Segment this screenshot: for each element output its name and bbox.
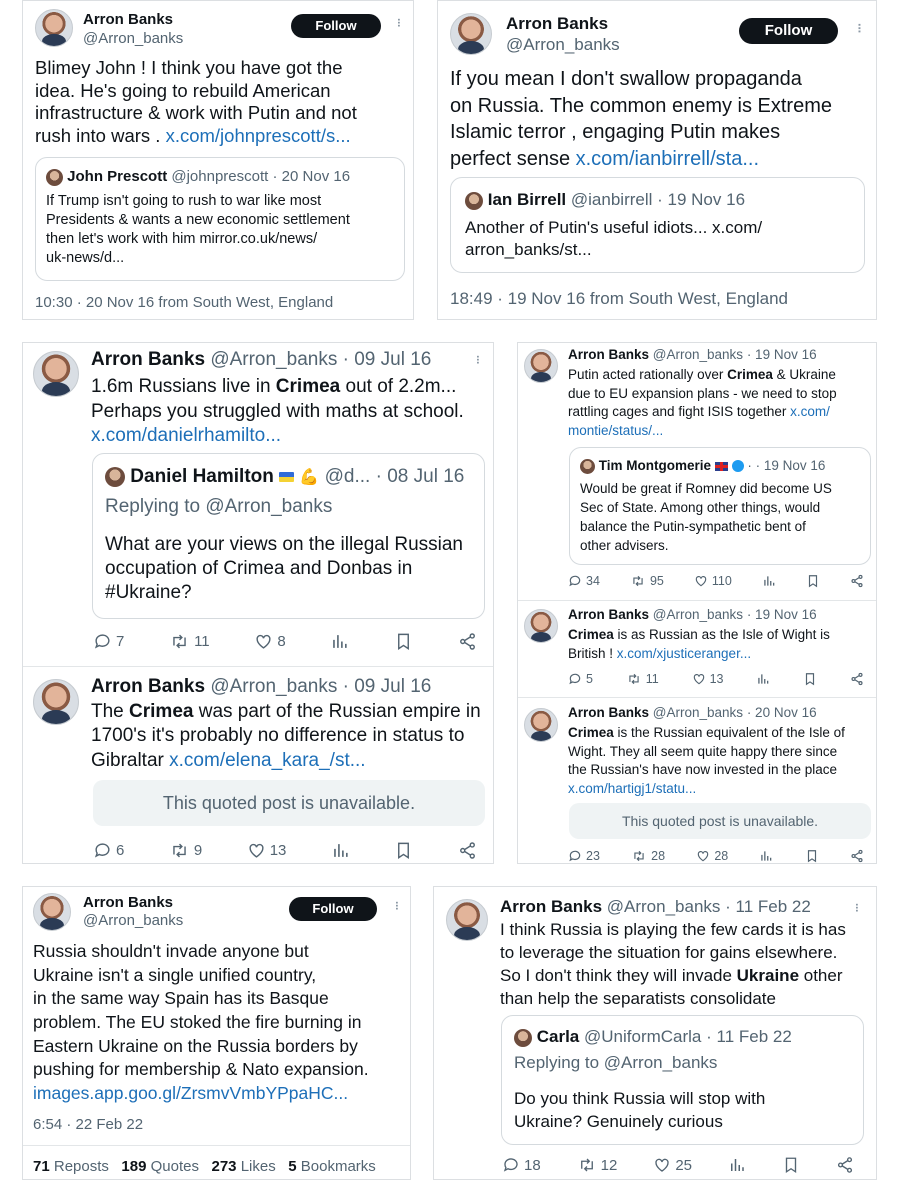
- like-button[interactable]: 28: [696, 849, 728, 863]
- avatar[interactable]: [33, 351, 79, 397]
- views-button[interactable]: [756, 672, 770, 686]
- quote-text: Do you think Russia will stop with Ukraine? Genuinely curious: [514, 1089, 766, 1131]
- avatar[interactable]: [524, 349, 558, 383]
- quote-date: · 19 Nov 16: [657, 190, 746, 209]
- more-options-icon[interactable]: ···: [390, 901, 404, 910]
- quote-avatar: [580, 459, 595, 474]
- author-name[interactable]: Arron Banks: [500, 897, 603, 916]
- reply-icon: [93, 632, 112, 651]
- reply-button[interactable]: 34: [568, 574, 600, 588]
- bookmark-icon: [782, 1156, 800, 1174]
- tweet-text: The Crimea was part of the Russian empire in 1700's it's probably no difference in status to Gibraltar x.com/elena_kara_/st...: [91, 701, 481, 771]
- quote-author-name: Tim Montgomerie: [598, 458, 712, 473]
- share-icon: [458, 841, 477, 860]
- tweet-date[interactable]: · 09 Jul 16: [342, 676, 432, 697]
- bookmark-button[interactable]: [782, 1156, 800, 1174]
- tweet-card-carla-reply: [433, 886, 877, 1180]
- tweet-timestamp[interactable]: 18:49 · 19 Nov 16 from South West, England: [450, 289, 788, 308]
- views-icon: [759, 849, 773, 863]
- repost-icon: [577, 1156, 597, 1174]
- repost-icon: [630, 574, 646, 588]
- avatar[interactable]: [524, 609, 558, 643]
- repost-icon: [631, 849, 647, 863]
- like-icon: [696, 849, 710, 863]
- author-handle[interactable]: @Arron_banks: [210, 676, 338, 697]
- quote-avatar: [514, 1029, 532, 1047]
- like-button[interactable]: 25: [653, 1156, 692, 1174]
- quote-text: If Trump isn't going to rush to war like most Presidents & wants a new economic settlement then let's work with him mirror.co.uk/news/ uk-news/d...: [46, 193, 350, 266]
- tweet-card-birrell-reply: [437, 0, 877, 320]
- tweet-thread-montgomerie: [517, 342, 877, 864]
- like-icon: [653, 1156, 671, 1174]
- likes-count[interactable]: 273 Likes: [211, 1158, 276, 1175]
- tweet-date[interactable]: · 20 Nov 16: [746, 705, 817, 720]
- quote-date: · 20 Nov 16: [272, 168, 351, 185]
- share-icon: [458, 632, 477, 651]
- quote-author-handle: @ianbirrell: [570, 190, 653, 209]
- tweet-isle-of-wight: [518, 600, 876, 697]
- author-handle[interactable]: @Arron_banks: [652, 607, 744, 622]
- tweet-date[interactable]: · 09 Jul 16: [342, 349, 432, 370]
- author-name[interactable]: Arron Banks: [506, 14, 609, 33]
- bookmark-button[interactable]: [806, 574, 820, 588]
- tweet-date[interactable]: · 19 Nov 16: [746, 347, 817, 362]
- reply-button[interactable]: 5: [568, 672, 593, 686]
- author-name[interactable]: Arron Banks: [91, 349, 206, 370]
- tweet-text: I think Russia is playing the few cards it is has to leverage the situation for gains elsewhere. So I don't think they will invade Ukraine other than help the separatists consolidate: [500, 920, 846, 1008]
- quote-date: · 19 Nov 16: [755, 458, 826, 473]
- views-icon: [331, 841, 350, 860]
- follow-button[interactable]: Follow: [289, 897, 377, 921]
- share-button[interactable]: [458, 632, 477, 651]
- follow-button[interactable]: Follow: [739, 18, 838, 44]
- views-icon: [762, 574, 776, 588]
- like-button[interactable]: 8: [254, 632, 285, 651]
- quoted-tweet[interactable]: [501, 1015, 864, 1145]
- quotes-count[interactable]: 189 Quotes: [121, 1158, 199, 1175]
- quote-author-name: Daniel Hamilton: [130, 466, 274, 487]
- flexed-arm-icon: 💪: [299, 469, 320, 486]
- replying-to: Replying to @Arron_banks: [105, 496, 333, 517]
- tweet-actions: [568, 672, 864, 686]
- author-name[interactable]: Arron Banks: [91, 676, 206, 697]
- avatar[interactable]: [35, 9, 73, 47]
- share-button[interactable]: [850, 574, 864, 588]
- tweet-timestamp[interactable]: 10:30 · 20 Nov 16 from South West, England: [35, 294, 334, 311]
- like-icon: [247, 841, 266, 860]
- quote-avatar: [105, 467, 125, 487]
- bookmark-icon: [803, 672, 817, 686]
- quote-author-name: Ian Birrell: [487, 190, 567, 209]
- bookmark-button[interactable]: [803, 672, 817, 686]
- tweet-card-basque: [22, 886, 411, 1180]
- quote-avatar: [465, 192, 483, 210]
- like-icon: [692, 672, 706, 686]
- tweet-actions: [93, 632, 477, 651]
- share-button[interactable]: [458, 841, 477, 860]
- more-options-icon[interactable]: ···: [392, 18, 406, 27]
- views-icon: [756, 672, 770, 686]
- avatar[interactable]: [524, 708, 558, 742]
- author-handle[interactable]: @Arron_banks: [652, 347, 744, 362]
- tweet-text: Crimea is as Russian as the Isle of Wight is British ! x.com/xjusticeranger...: [568, 627, 830, 661]
- tweet-link[interactable]: x.com/: [790, 404, 830, 420]
- tweet-actions: [502, 1156, 854, 1174]
- repost-button[interactable]: 11: [626, 672, 659, 686]
- more-options-icon[interactable]: ···: [850, 903, 864, 912]
- like-button[interactable]: 13: [692, 672, 724, 686]
- repost-icon: [169, 632, 190, 651]
- avatar[interactable]: [446, 899, 488, 941]
- replying-to: Replying to @Arron_banks: [514, 1053, 718, 1072]
- verified-badge-icon: [732, 460, 744, 472]
- share-icon: [850, 574, 864, 588]
- author-name[interactable]: Arron Banks: [568, 705, 650, 720]
- share-button[interactable]: [850, 849, 864, 863]
- bookmark-button[interactable]: [805, 849, 819, 863]
- tweet-link[interactable]: x.com/ianbirrell/sta...: [575, 147, 760, 170]
- tweet-thread-hamilton: [22, 342, 494, 864]
- tweet-link[interactable]: x.com/elena_kara_/st...: [169, 749, 366, 771]
- tweet-date[interactable]: · 11 Feb 22: [725, 897, 811, 916]
- views-button[interactable]: [331, 841, 350, 860]
- quoted-tweet[interactable]: [35, 157, 405, 281]
- author-handle[interactable]: @Arron_banks: [210, 349, 338, 370]
- tweet-date[interactable]: · 19 Nov 16: [746, 607, 817, 622]
- author-handle[interactable]: @Arron_banks: [83, 912, 184, 929]
- reply-icon: [93, 841, 112, 860]
- tweet-text: Blimey John ! I think you have got the idea. He's going to rebuild American infrastructure & work with Putin and not rush into wars . x.com/johnprescott/s...: [35, 57, 357, 146]
- tweet-link[interactable]: images.app.goo.gl/ZrsmvVmbYPpaHC...: [33, 1082, 349, 1103]
- tweet-text: 1.6m Russians live in Crimea out of 2.2m... Perhaps you struggled with maths at school. x.com/danielrhamilto...: [91, 375, 464, 449]
- like-button[interactable]: 13: [247, 841, 287, 860]
- more-options-icon[interactable]: ···: [852, 23, 867, 33]
- author-name[interactable]: Arron Banks: [568, 607, 650, 622]
- quote-date: · 08 Jul 16: [375, 466, 465, 487]
- author-name[interactable]: Arron Banks: [83, 11, 174, 28]
- avatar[interactable]: [450, 13, 492, 55]
- repost-button[interactable]: 11: [169, 632, 210, 651]
- bookmark-icon: [394, 632, 413, 651]
- tweet-actions: [93, 841, 477, 860]
- views-icon: [728, 1156, 746, 1174]
- quote-text: Another of Putin's useful idiots... x.com/ arron_banks/st...: [465, 218, 763, 260]
- views-button[interactable]: [762, 574, 776, 588]
- like-button[interactable]: 110: [694, 574, 732, 588]
- quoted-post-unavailable: This quoted post is unavailable.: [93, 780, 485, 826]
- tweet-link[interactable]: x.com/danielrhamilto...: [91, 425, 282, 447]
- tweet-link[interactable]: x.com/xjusticeranger...: [616, 645, 752, 661]
- views-button[interactable]: [330, 632, 349, 651]
- share-icon: [850, 672, 864, 686]
- quote-author-handle: @UniformCarla: [584, 1027, 702, 1046]
- like-icon: [694, 574, 708, 588]
- tweet-text: Russia shouldn't invade anyone but Ukraine isn't a single unified country, in the same way Spain has its Basque problem. The EU stoked the fire burning in Eastern Ukraine on the Russia borders by pushing for membership & Nato expansion. images.app.goo.gl/ZrsmvVmbYPpaHC...: [33, 940, 369, 1105]
- author-handle[interactable]: @Arron_banks: [652, 705, 744, 720]
- repost-button[interactable]: 9: [169, 841, 202, 860]
- bookmark-icon: [394, 841, 413, 860]
- quote-text: Would be great if Romney did become US Sec of State. Among other things, would balance the Putin-sympathetic bent of other advisers.: [580, 481, 832, 553]
- author-handle[interactable]: @Arron_banks: [83, 30, 184, 47]
- repost-icon: [626, 672, 642, 686]
- quote-date: · 11 Feb 22: [706, 1027, 792, 1046]
- quoted-tweet[interactable]: [450, 177, 865, 273]
- quote-avatar: [46, 169, 63, 186]
- quote-author-name: John Prescott: [67, 168, 168, 185]
- tweet-link[interactable]: x.com/hartigj1/statu...: [568, 780, 697, 796]
- tweet-actions: [568, 849, 864, 863]
- uk-flag-icon: [715, 462, 728, 471]
- reply-icon: [502, 1156, 520, 1174]
- quote-author-handle: @johnprescott: [171, 168, 269, 185]
- avatar[interactable]: [33, 679, 79, 725]
- tweet-actions: [568, 574, 864, 588]
- quote-author-handle: @d...: [324, 466, 371, 487]
- quote-text: What are your views on the illegal Russian occupation of Crimea and Donbas in #Ukraine?: [105, 534, 464, 603]
- tweet-putin-rational: [518, 343, 876, 600]
- ukraine-flag-icon: [279, 472, 294, 482]
- author-name[interactable]: Arron Banks: [83, 894, 174, 911]
- author-name[interactable]: Arron Banks: [568, 347, 650, 362]
- reply-icon: [568, 574, 582, 588]
- avatar[interactable]: [33, 893, 71, 931]
- reply-icon: [568, 672, 582, 686]
- bookmark-icon: [806, 574, 820, 588]
- share-button[interactable]: [850, 672, 864, 686]
- tweet-timestamp[interactable]: 6:54 · 22 Feb 22: [33, 1116, 144, 1133]
- more-options-icon[interactable]: ···: [471, 355, 485, 364]
- reply-button[interactable]: 18: [502, 1156, 541, 1174]
- repost-button[interactable]: 95: [630, 574, 664, 588]
- bookmark-icon: [805, 849, 819, 863]
- reply-icon: [568, 849, 582, 863]
- tweet-text: If you mean I don't swallow propaganda on Russia. The common enemy is Extreme Islamic terror , engaging Putin makes perfect sense x.com/ianbirrell/sta...: [450, 68, 833, 170]
- tweet-russian-equivalent: [518, 697, 876, 864]
- repost-button[interactable]: 12: [577, 1156, 618, 1174]
- tweet-text: Putin acted rationally over Crimea & Ukraine due to EU expansion plans - we need to stop rattling cages and fight ISIS together x.com/ montie/status/...: [568, 366, 837, 441]
- reply-button[interactable]: 23: [568, 849, 600, 863]
- reply-button[interactable]: 6: [93, 841, 124, 860]
- bookmark-button[interactable]: [394, 632, 413, 651]
- tweet-crimea-maths: [23, 343, 493, 666]
- tweet-card-prescott-reply: [22, 0, 414, 320]
- engagement-stats: [23, 1145, 410, 1180]
- tweet-text: Crimea is the Russian equivalent of the Isle of Wight. They all seem quite happy there since the Russian's have now invested in the place x.com/hartigj1/statu...: [568, 724, 845, 799]
- author-handle[interactable]: @Arron_banks: [606, 897, 721, 916]
- tweet-crimea-empire: [23, 666, 493, 864]
- repost-button[interactable]: 28: [631, 849, 665, 863]
- share-button[interactable]: [836, 1156, 854, 1174]
- tweet-link-cont[interactable]: montie/status/...: [568, 422, 664, 438]
- author-handle[interactable]: @Arron_banks: [506, 35, 620, 54]
- follow-button[interactable]: Follow: [291, 14, 381, 38]
- reply-button[interactable]: 7: [93, 632, 124, 651]
- bookmarks-count[interactable]: 5 Bookmarks: [288, 1158, 376, 1175]
- quoted-post-unavailable: This quoted post is unavailable.: [569, 803, 871, 839]
- tweet-link[interactable]: x.com/johnprescott/s...: [165, 124, 351, 146]
- quoted-tweet[interactable]: Tim Montgomerie · · 19 Nov 16 Would be great if Romney did become US Sec of State. Among other things, would balance the Putin-sympathetic bent of other advisers.: [569, 447, 871, 565]
- like-icon: [254, 632, 273, 651]
- quoted-tweet[interactable]: [92, 453, 485, 619]
- bookmark-button[interactable]: [394, 841, 413, 860]
- share-icon: [850, 849, 864, 863]
- repost-icon: [169, 841, 190, 860]
- quote-author-name: Carla: [536, 1027, 580, 1046]
- views-button[interactable]: [728, 1156, 746, 1174]
- views-button[interactable]: [759, 849, 773, 863]
- reposts-count[interactable]: 71 Reposts: [33, 1158, 109, 1175]
- share-icon: [836, 1156, 854, 1174]
- views-icon: [330, 632, 349, 651]
